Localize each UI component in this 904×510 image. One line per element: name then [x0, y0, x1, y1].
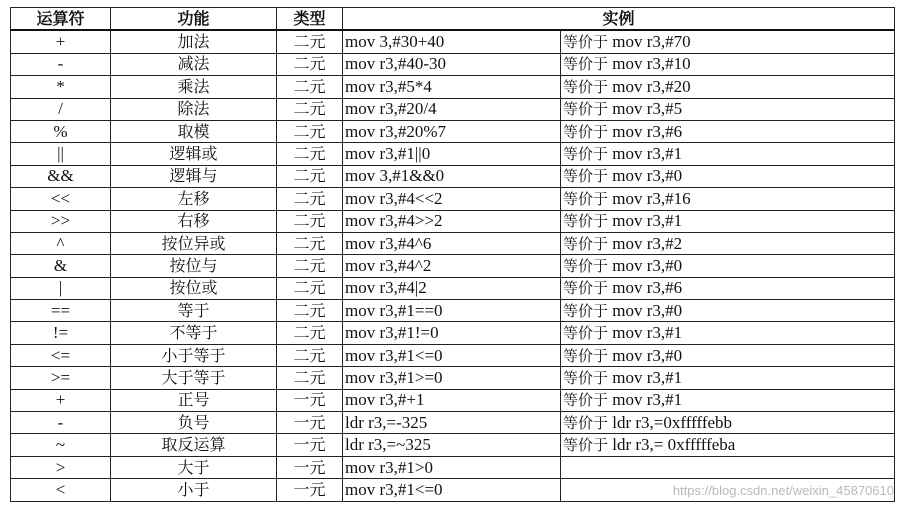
- example-cell: mov 3,#30+40: [343, 30, 561, 53]
- operator-cell: ~: [11, 434, 111, 456]
- equivalent-prefix: 等价于: [563, 256, 609, 275]
- function-cell: 负号: [111, 412, 277, 434]
- type-cell: 二元: [277, 210, 343, 232]
- function-cell: 按位异或: [111, 232, 277, 254]
- equivalent-cell: [561, 344, 895, 366]
- equivalent-cell: [561, 434, 895, 456]
- type-cell: 二元: [277, 53, 343, 75]
- equivalent-prefix: 等价于: [563, 77, 609, 96]
- equivalent-cell: [561, 143, 895, 165]
- table-row: [11, 120, 895, 142]
- equivalent-prefix: 等价于: [563, 346, 609, 365]
- equivalent-prefix: 等价于: [563, 189, 609, 208]
- function-cell: 不等于: [111, 322, 277, 344]
- header-example: 实例: [343, 8, 895, 31]
- equivalent-cell: [561, 456, 895, 478]
- equivalent-prefix: 等价于: [563, 436, 609, 455]
- header-operator: 运算符: [11, 8, 111, 31]
- equivalent-value: mov r3,#1: [612, 390, 683, 410]
- type-cell: 二元: [277, 277, 343, 299]
- equivalent-value: mov r3,#1: [612, 367, 683, 387]
- operator-cell: %: [11, 120, 111, 142]
- operator-table: [10, 7, 895, 502]
- type-cell: 一元: [277, 412, 343, 434]
- equivalent-prefix: 等价于: [563, 413, 609, 432]
- equivalent-value: mov r3,#6: [612, 121, 683, 141]
- watermark: https://blog.csdn.net/weixin_45870610: [672, 483, 894, 498]
- operator-cell: -: [11, 53, 111, 75]
- type-cell: 二元: [277, 188, 343, 210]
- function-cell: 小于等于: [111, 344, 277, 366]
- equivalent-cell: [561, 98, 895, 120]
- equivalent-value: mov r3,#1: [612, 144, 683, 164]
- function-cell: 按位或: [111, 277, 277, 299]
- table-row: [11, 367, 895, 389]
- function-cell: 逻辑与: [111, 165, 277, 187]
- operator-cell: ==: [11, 300, 111, 322]
- equivalent-value: mov r3,#0: [612, 345, 683, 365]
- equivalent-value: mov r3,#6: [612, 278, 683, 298]
- table-row: [11, 344, 895, 366]
- example-cell: mov r3,#4|2: [343, 277, 561, 299]
- table-row: [11, 322, 895, 344]
- table-row: [11, 30, 895, 53]
- operator-cell: +: [11, 30, 111, 53]
- function-cell: 右移: [111, 210, 277, 232]
- equivalent-cell: [561, 232, 895, 254]
- type-cell: 二元: [277, 255, 343, 277]
- example-cell: mov r3,#1<=0: [343, 344, 561, 366]
- example-cell: mov r3,#1>=0: [343, 367, 561, 389]
- example-cell: mov r3,#20/4: [343, 98, 561, 120]
- equivalent-cell: [561, 412, 895, 434]
- example-cell: mov r3,#4<<2: [343, 188, 561, 210]
- operator-cell: <=: [11, 344, 111, 366]
- table-row: [11, 210, 895, 232]
- operator-cell: !=: [11, 322, 111, 344]
- operator-cell: >=: [11, 367, 111, 389]
- equivalent-prefix: 等价于: [563, 301, 609, 320]
- function-cell: 加法: [111, 30, 277, 53]
- type-cell: 二元: [277, 344, 343, 366]
- operator-cell: <<: [11, 188, 111, 210]
- table-row: [11, 76, 895, 98]
- function-cell: 按位与: [111, 255, 277, 277]
- equivalent-cell: [561, 367, 895, 389]
- equivalent-value: mov r3,#2: [612, 233, 683, 253]
- type-cell: 一元: [277, 456, 343, 478]
- example-cell: mov r3,#1||0: [343, 143, 561, 165]
- example-cell: mov r3,#4>>2: [343, 210, 561, 232]
- type-cell: 一元: [277, 389, 343, 411]
- operator-cell: <: [11, 479, 111, 501]
- equivalent-cell: [561, 53, 895, 75]
- function-cell: 等于: [111, 300, 277, 322]
- equivalent-prefix: 等价于: [563, 122, 609, 141]
- equivalent-prefix: 等价于: [563, 324, 609, 343]
- function-cell: 正号: [111, 389, 277, 411]
- type-cell: 一元: [277, 479, 343, 501]
- equivalent-cell: [561, 120, 895, 142]
- example-cell: mov r3,#20%7: [343, 120, 561, 142]
- table-row: [11, 434, 895, 456]
- type-cell: 二元: [277, 165, 343, 187]
- equivalent-value: mov r3,#10: [612, 54, 691, 74]
- equivalent-value: mov r3,#0: [612, 255, 683, 275]
- equivalent-prefix: 等价于: [563, 167, 609, 186]
- operator-cell: >>: [11, 210, 111, 232]
- equivalent-cell: [561, 300, 895, 322]
- equivalent-cell: [561, 389, 895, 411]
- operator-cell: /: [11, 98, 111, 120]
- function-cell: 小于: [111, 479, 277, 501]
- example-cell: ldr r3,=~325: [343, 434, 561, 456]
- type-cell: 一元: [277, 434, 343, 456]
- equivalent-cell: [561, 30, 895, 53]
- type-cell: 二元: [277, 232, 343, 254]
- example-cell: mov r3,#4^6: [343, 232, 561, 254]
- table-row: [11, 232, 895, 254]
- equivalent-cell: [561, 277, 895, 299]
- table-row: [11, 389, 895, 411]
- table-row: [11, 300, 895, 322]
- equivalent-prefix: 等价于: [563, 55, 609, 74]
- table-body: [11, 30, 895, 501]
- operator-cell: ^: [11, 232, 111, 254]
- type-cell: 二元: [277, 367, 343, 389]
- example-cell: mov r3,#4^2: [343, 255, 561, 277]
- table-row: [11, 277, 895, 299]
- equivalent-prefix: 等价于: [563, 212, 609, 231]
- function-cell: 取反运算: [111, 434, 277, 456]
- operator-cell: &&: [11, 165, 111, 187]
- example-cell: mov r3,#40-30: [343, 53, 561, 75]
- equivalent-value: mov r3,#1: [612, 211, 683, 231]
- example-cell: mov r3,#+1: [343, 389, 561, 411]
- table-row: [11, 143, 895, 165]
- equivalent-value: mov r3,#1: [612, 323, 683, 343]
- equivalent-cell: [561, 322, 895, 344]
- type-cell: 二元: [277, 30, 343, 53]
- function-cell: 大于等于: [111, 367, 277, 389]
- operator-cell: ||: [11, 143, 111, 165]
- equivalent-value: mov r3,#16: [612, 188, 691, 208]
- equivalent-prefix: 等价于: [563, 145, 609, 164]
- header-function: 功能: [111, 8, 277, 31]
- example-cell: mov r3,#1>0: [343, 456, 561, 478]
- table-header-row: [11, 8, 895, 31]
- function-cell: 左移: [111, 188, 277, 210]
- example-cell: mov 3,#1&&0: [343, 165, 561, 187]
- equivalent-value: mov r3,#0: [612, 166, 683, 186]
- example-cell: mov r3,#1!=0: [343, 322, 561, 344]
- table-row: [11, 188, 895, 210]
- operator-cell: |: [11, 277, 111, 299]
- table-row: [11, 98, 895, 120]
- equivalent-value: mov r3,#0: [612, 300, 683, 320]
- example-cell: mov r3,#1<=0: [343, 479, 561, 501]
- type-cell: 二元: [277, 98, 343, 120]
- equivalent-value: mov r3,#20: [612, 76, 691, 96]
- equivalent-prefix: 等价于: [563, 279, 609, 298]
- operator-cell: >: [11, 456, 111, 478]
- example-cell: mov r3,#5*4: [343, 76, 561, 98]
- equivalent-prefix: 等价于: [563, 391, 609, 410]
- table-row: [11, 412, 895, 434]
- function-cell: 减法: [111, 53, 277, 75]
- equivalent-cell: [561, 255, 895, 277]
- function-cell: 取模: [111, 120, 277, 142]
- equivalent-prefix: 等价于: [563, 234, 609, 253]
- type-cell: 二元: [277, 76, 343, 98]
- header-type: 类型: [277, 8, 343, 31]
- equivalent-value: ldr r3,= 0xfffffeba: [612, 435, 736, 455]
- table-row: [11, 53, 895, 75]
- equivalent-prefix: 等价于: [563, 33, 609, 52]
- function-cell: 除法: [111, 98, 277, 120]
- function-cell: 大于: [111, 456, 277, 478]
- equivalent-cell: [561, 188, 895, 210]
- type-cell: 二元: [277, 143, 343, 165]
- equivalent-prefix: 等价于: [563, 100, 609, 119]
- table-row: [11, 255, 895, 277]
- operator-cell: +: [11, 389, 111, 411]
- equivalent-value: mov r3,#70: [612, 32, 691, 52]
- type-cell: 二元: [277, 300, 343, 322]
- type-cell: 二元: [277, 120, 343, 142]
- table-row: [11, 456, 895, 478]
- table-row: [11, 165, 895, 187]
- operator-cell: *: [11, 76, 111, 98]
- equivalent-cell: [561, 210, 895, 232]
- operator-cell: &: [11, 255, 111, 277]
- example-cell: mov r3,#1==0: [343, 300, 561, 322]
- equivalent-value: mov r3,#5: [612, 99, 683, 119]
- function-cell: 逻辑或: [111, 143, 277, 165]
- equivalent-value: ldr r3,=0xfffffebb: [612, 412, 733, 432]
- equivalent-cell: [561, 165, 895, 187]
- function-cell: 乘法: [111, 76, 277, 98]
- operator-cell: -: [11, 412, 111, 434]
- equivalent-prefix: 等价于: [563, 368, 609, 387]
- type-cell: 二元: [277, 322, 343, 344]
- equivalent-cell: [561, 76, 895, 98]
- example-cell: ldr r3,=-325: [343, 412, 561, 434]
